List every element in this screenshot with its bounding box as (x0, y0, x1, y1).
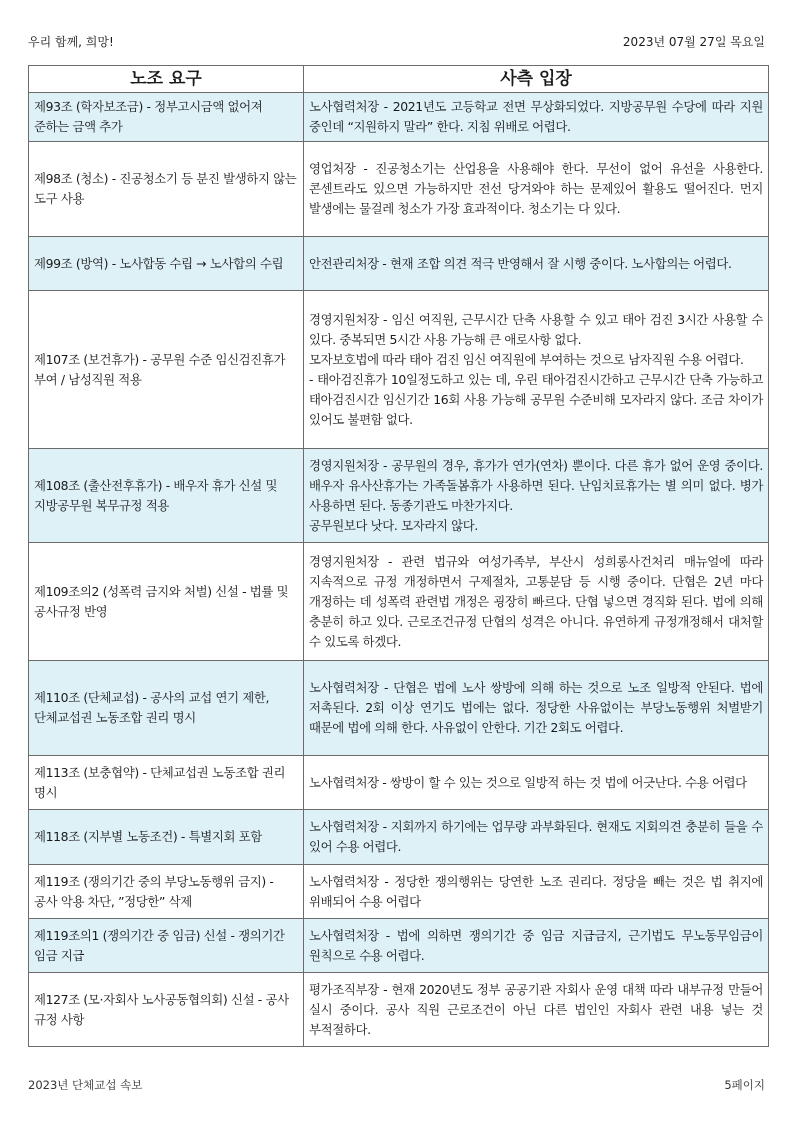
negotiation-table (28, 65, 769, 1047)
page-number: 5페이지 (724, 1078, 765, 1092)
response-cell: 경영지원처장 - 공무원의 경우, 휴가가 연가(연차) 뿐이다. 다른 휴가 없어 운영 중이다. 배우자 유사산휴가는 가족돌봄휴가 사용하면 된다. 난임치료휴가는 별 의미 없다. 병가 사용하면 된다. 동종기관도 마찬가지다. 공무원보다 낫다. 모자라지 않다. (304, 449, 769, 543)
page-header (28, 33, 765, 51)
demand-cell: 제119조의1 (쟁의기간 중 임금) 신설 - 쟁의기간 임금 지급 (29, 919, 304, 973)
date: 2023년 07월 27일 목요일 (622, 35, 765, 49)
table-row (29, 543, 769, 661)
publication-title: 2023년 단체교섭 속보 (28, 1078, 143, 1092)
response-cell: 노사협력처장 - 쌍방이 할 수 있는 것으로 일방적 하는 것 법에 어긋난다. 수용 어렵다 (304, 756, 769, 810)
table-row (29, 865, 769, 919)
demand-cell: 제98조 (청소) - 진공청소기 등 분진 발생하지 않는 도구 사용 (29, 142, 304, 237)
union-demand-header: 노조 요구 (29, 66, 304, 93)
table-row (29, 919, 769, 973)
demand-cell: 제107조 (보건휴가) - 공무원 수준 임신검진휴가 부여 / 남성직원 적용 (29, 291, 304, 449)
table-header-row (29, 66, 769, 93)
table-row (29, 810, 769, 865)
slogan: 우리 함께, 희망! (28, 35, 114, 49)
company-position-header: 사측 입장 (304, 66, 769, 93)
table-row (29, 291, 769, 449)
response-cell: 경영지원처장 - 관련 법규와 여성가족부, 부산시 성희롱사건처리 매뉴얼에 따라 지속적으로 규정 개정하면서 구제절차, 고통분담 등 시행 중이다. 단협은 2년 마다 개정하는 데 성폭력 관련법 개정은 굉장히 빠르다. 단협 넣으면 경직화 된다. 법에 의해 충분히 하고 있다. 근로조건규정 단협의 성격은 아니다. 유연하게 규정개정해서 대처할 수 있도록 하겠다. (304, 543, 769, 661)
response-cell: 노사협력처장 - 정당한 쟁의행위는 당연한 노조 권리다. 정당을 빼는 것은 법 취지에 위배되어 수용 어렵다 (304, 865, 769, 919)
response-cell: 노사협력처장 - 단협은 법에 노사 쌍방에 의해 하는 것으로 노조 일방적 안된다. 법에 저촉된다. 2회 이상 연기도 법에는 없다. 정당한 사유없이는 부당노동행위 처벌받기 때문에 법에 의해 한다. 사유없이 안한다. 기간 2회도 어렵다. (304, 661, 769, 756)
response-cell: 영업처장 - 진공청소기는 산업용을 사용해야 한다. 무선이 없어 유선을 사용한다. 콘센트라도 있으면 가능하지만 전선 당겨와야 하는 문제있어 활용도 떨어진다. 먼지 발생에는 물걸레 청소가 가장 효과적이다. 청소기는 다 있다. (304, 142, 769, 237)
response-cell: 노사협력처장 - 2021년도 고등학교 전면 무상화되었다. 지방공무원 수당에 따라 지원 중인데 “지원하지 말라” 한다. 지침 위배로 어렵다. (304, 93, 769, 142)
table-row (29, 237, 769, 291)
demand-cell: 제113조 (보충협약) - 단체교섭권 노동조합 권리 명시 (29, 756, 304, 810)
table-row (29, 661, 769, 756)
table-row (29, 756, 769, 810)
demand-cell: 제127조 (모·자회사 노사공동협의회) 신설 - 공사 규정 사항 (29, 973, 304, 1047)
demand-cell: 제108조 (출산전후휴가) - 배우자 휴가 신설 및 지방공무원 복무규정 적용 (29, 449, 304, 543)
table-row (29, 142, 769, 237)
demand-cell: 제99조 (방역) - 노사합동 수립 → 노사합의 수립 (29, 237, 304, 291)
response-cell: 안전관리처장 - 현재 조합 의견 적극 반영해서 잘 시행 중이다. 노사합의는 어렵다. (304, 237, 769, 291)
demand-cell: 제110조 (단체교섭) - 공사의 교섭 연기 제한, 단체교섭권 노동조합 권리 명시 (29, 661, 304, 756)
response-cell: 평가조직부장 - 현재 2020년도 정부 공공기관 자회사 운영 대책 따라 내부규정 만들어 실시 중이다. 공사 직원 근로조건이 아닌 다른 법인인 자회사 관련 내용 넣는 것 부적절하다. (304, 973, 769, 1047)
response-cell: 경영지원처장 - 임신 여직원, 근무시간 단축 사용할 수 있고 태아 검진 3시간 사용할 수 있다. 중복되면 5시간 사용 가능해 큰 애로사항 없다. 모자보호법에 따라 태아 검진 임신 여직원에 부여하는 것으로 남자직원 수용 어렵다. - 태아검진휴가 10일정도하고 있는 데, 우린 태아검진시간하고 근무시간 단축 가능하고 태아검진시간 임신기간 16회 사용 가능해 공무원 수준비해 모자라지 않다. 조금 차이가 있어도 불편함 없다. (304, 291, 769, 449)
demand-cell: 제93조 (학자보조금) - 정부고시금액 없어져 준하는 금액 추가 (29, 93, 304, 142)
demand-cell: 제118조 (지부별 노동조건) - 특별지회 포함 (29, 810, 304, 865)
demand-cell: 제109조의2 (성폭력 금지와 처벌) 신설 - 법률 및 공사규정 반영 (29, 543, 304, 661)
table-row (29, 973, 769, 1047)
table-row (29, 93, 769, 142)
demand-cell: 제119조 (쟁의기간 중의 부당노동행위 금지) - 공사 악용 차단, ”정당한” 삭제 (29, 865, 304, 919)
response-cell: 노사협력처장 - 법에 의하면 쟁의기간 중 임금 지급금지, 근기법도 무노동무임금이 원칙으로 수용 어렵다. (304, 919, 769, 973)
table-row (29, 449, 769, 543)
response-cell: 노사협력처장 - 지회까지 하기에는 업무량 과부화된다. 현재도 지회의견 충분히 들을 수 있어 수용 어렵다. (304, 810, 769, 865)
